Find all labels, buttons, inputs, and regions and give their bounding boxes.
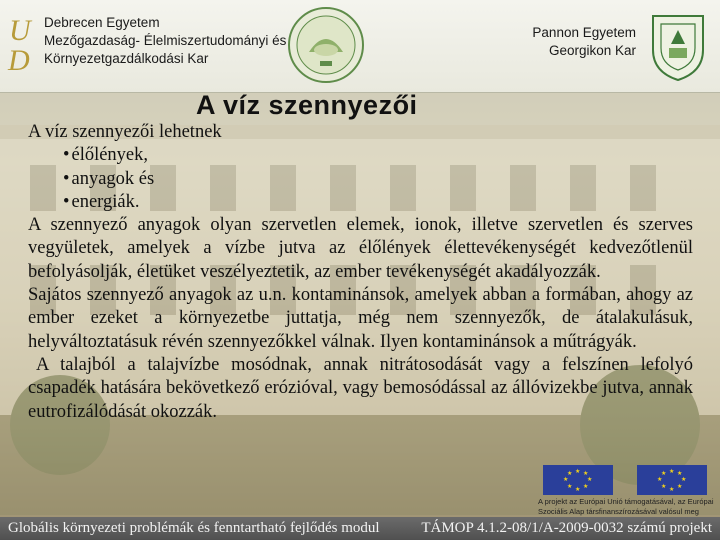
- svg-text:★: ★: [677, 483, 683, 490]
- slide-header: [0, 0, 720, 93]
- svg-text:★: ★: [661, 483, 667, 490]
- university-of-debrecen-logo-icon: [6, 12, 40, 74]
- faculty-seal-icon: [287, 6, 365, 84]
- slide-body: [28, 121, 693, 424]
- svg-text:U: U: [9, 14, 31, 47]
- svg-text:★: ★: [681, 476, 687, 483]
- paragraph-fertilizers: A talajból a talajvízbe mosódnak, annak nitrátosodását vagy a felszínen lefolyó csapadék hatására bekövetkező erózióval, vagy bemosódással az állóvizekbe jutva, annak eutrofizálódását okozzák.: [28, 354, 693, 422]
- svg-text:★: ★: [583, 483, 589, 490]
- svg-text:★: ★: [567, 483, 573, 490]
- left-org-line-3: Környezetgazdálkodási Kar: [44, 51, 209, 66]
- eu-flag-icon: [543, 465, 613, 495]
- paragraph-pollutants: A szennyező anyagok olyan szervetlen elemek, ionok, illetve szervetlen és szerves vegyületek, amelyek a vízbe jutva az élőlények élettevékenységét kedvezőtlenül befolyásolják, életüket veszélyeztetik, az ember tevékenységét akadályozzák.: [28, 215, 693, 282]
- svg-text:★: ★: [587, 476, 593, 483]
- svg-text:★: ★: [575, 468, 581, 475]
- footer-project-id: TÁMOP 4.1.2-08/1/A-2009-0032 számú projekt: [421, 520, 712, 536]
- slide-footer: [0, 517, 720, 540]
- right-org-line-2: Georgikon Kar: [548, 43, 636, 58]
- eu-support-badge: [533, 465, 713, 519]
- svg-text:★: ★: [575, 486, 581, 493]
- bullet-item: • energiák.: [63, 191, 693, 214]
- bullet-item: • élőlények,: [63, 144, 693, 167]
- paragraph-contaminants: Sajátos szennyező anyagok az u.n. kontaminánsok, amelyek abban a formában, ahogy az ember ezeket a környezetbe juttatja, még nem szennyezők, de átalakulásuk, helyváltoztatásuk révén szennyezőkkel válnak. Ilyen kontaminánsok a műtrágyák.: [28, 285, 693, 352]
- eu-support-line-2: Szociális Alap társfinanszírozásával valósul meg: [538, 507, 699, 516]
- svg-text:★: ★: [583, 470, 589, 477]
- svg-text:★: ★: [677, 470, 683, 477]
- left-org-line-2: Mezőgazdaság- Élelmiszertudományi és: [44, 33, 287, 48]
- footer-module-name: Globális környezeti problémák és fenntartható fejlődés modul: [8, 520, 380, 536]
- svg-text:★: ★: [563, 476, 569, 483]
- svg-text:★: ★: [661, 470, 667, 477]
- svg-text:★: ★: [657, 476, 663, 483]
- svg-text:D: D: [8, 44, 30, 74]
- svg-text:★: ★: [567, 470, 573, 477]
- georgikon-crest-icon: [645, 10, 711, 82]
- left-organization-name: [44, 14, 286, 68]
- right-org-line-1: Pannon Egyetem: [532, 25, 636, 40]
- intro-text: A víz szennyezői lehetnek: [28, 122, 222, 142]
- slide-title: A víz szennyezői: [196, 90, 418, 120]
- svg-text:★: ★: [669, 486, 675, 493]
- bullet-list: [63, 144, 693, 214]
- bullet-item: • anyagok és: [63, 168, 693, 191]
- left-org-line-1: Debrecen Egyetem: [44, 15, 160, 30]
- eu-support-line-1: A projekt az Európai Unió támogatásával, az Európai: [538, 497, 714, 506]
- svg-text:★: ★: [669, 468, 675, 475]
- right-organization-name: [514, 24, 636, 60]
- eu-flag-icon: [637, 465, 707, 495]
